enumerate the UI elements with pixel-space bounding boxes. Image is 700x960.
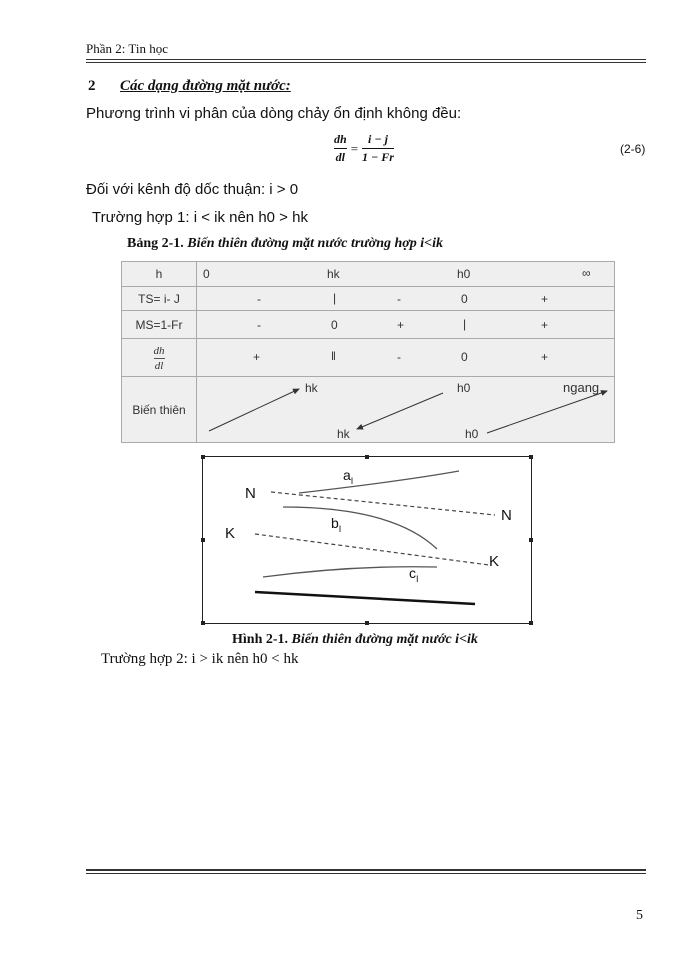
page-number: 5 — [636, 908, 643, 923]
row-label-ms: MS=1-Fr — [122, 311, 197, 339]
equation-label: (2-6) — [620, 142, 646, 156]
dhdl-c1: + — [253, 350, 261, 364]
header-rule — [86, 59, 646, 60]
table-caption — [127, 236, 443, 252]
table-caption-title: Biến thiên đường mặt nước trường hợp i<ik — [187, 236, 444, 251]
footer-rule-2 — [86, 873, 646, 874]
header-rule-2 — [86, 62, 646, 63]
case1-text: Trường hợp 1: i < ik nên h0 > hk — [92, 209, 308, 226]
ms-c1: - — [257, 318, 261, 332]
curve-a1 — [299, 471, 459, 493]
header-label: h — [122, 262, 197, 287]
line-K — [255, 534, 489, 565]
figure-caption-title: Biến thiên đường mặt nước i<ik — [291, 632, 478, 647]
ts-c1: - — [257, 292, 261, 306]
table-row-dhdl — [122, 339, 615, 377]
equation-rhs — [362, 132, 394, 165]
dhdl-den: dl — [154, 360, 164, 372]
curve-b1 — [283, 507, 437, 549]
section-number: 2 — [88, 78, 96, 94]
row-label-variation: Biến thiên — [122, 377, 197, 443]
label-c: $c_I$ — [409, 565, 419, 584]
table-row-variation — [122, 377, 615, 443]
figure-drawing — [203, 457, 531, 623]
equation-rhs-num: i − j — [368, 132, 388, 146]
arrow-rising-2 — [487, 391, 607, 433]
header-h0: h0 — [457, 267, 471, 281]
ts-c2: | — [333, 291, 337, 305]
label-K-right: K — [489, 553, 500, 570]
table-row-ts — [122, 287, 615, 311]
row-label-dhdl — [122, 339, 197, 377]
arrow-rising-1 — [209, 389, 299, 431]
equation — [334, 132, 394, 165]
row-values-ts — [197, 287, 615, 311]
section-title: Các dạng đường mặt nước: — [120, 78, 291, 94]
dhdl-c2: ‖ — [331, 349, 336, 363]
ms-c5: + — [541, 318, 549, 332]
row-values-dhdl — [197, 339, 615, 377]
equation-lhs — [334, 132, 347, 165]
label-K-left: K — [225, 525, 236, 542]
label-N-right: N — [501, 507, 512, 524]
intro-text: Phương trình vi phân của dòng chảy ổn định không đều: — [86, 105, 462, 122]
channel-text: Đối với kênh độ dốc thuận: i > 0 — [86, 181, 299, 198]
water-surface-figure — [202, 456, 532, 624]
dhdl-num: dh — [153, 345, 165, 357]
ms-c4: | — [463, 317, 467, 331]
equation-lhs-den: dl — [335, 150, 346, 164]
var-bot-h0: h0 — [465, 427, 479, 441]
equation-lhs-num: dh — [334, 132, 347, 146]
arrow-falling — [357, 393, 443, 429]
row-values-ms — [197, 311, 615, 339]
table-header-row — [122, 262, 615, 287]
equation-equals: = — [350, 140, 359, 156]
case2-text: Trường hợp 2: i > ik nên h0 < hk — [101, 651, 299, 667]
header-infinity: ∞ — [582, 266, 591, 280]
table-row-ms — [122, 311, 615, 339]
header-zero: 0 — [203, 267, 210, 281]
ts-c4: 0 — [461, 292, 468, 306]
var-bot-hk: hk — [337, 427, 350, 441]
label-b: $b_I$ — [331, 515, 342, 534]
var-top-h0: h0 — [457, 381, 471, 395]
label-a: $a_I$ — [343, 467, 354, 486]
running-header: Phần 2: Tin học — [86, 41, 168, 56]
figure-caption-prefix: Hình 2-1. — [232, 632, 289, 647]
header-values — [197, 262, 615, 287]
header-hk: hk — [327, 267, 340, 281]
variation-table — [121, 261, 615, 443]
ts-c3: - — [397, 292, 401, 306]
var-top-hk: hk — [305, 381, 318, 395]
dhdl-c4: 0 — [461, 350, 468, 364]
channel-bed — [255, 592, 475, 604]
ms-c3: + — [397, 318, 405, 332]
equation-rhs-den: 1 − Fr — [362, 150, 394, 164]
row-label-ts: TS= i- J — [122, 287, 197, 311]
label-N-left: N — [245, 485, 256, 502]
dhdl-c5: + — [541, 350, 549, 364]
table-caption-prefix: Bảng 2-1. — [127, 236, 184, 251]
line-N — [271, 492, 495, 515]
footer-rule — [86, 869, 646, 871]
variation-arrows — [197, 377, 615, 443]
var-top-ngang: ngang — [563, 380, 600, 395]
ts-c5: + — [541, 292, 549, 306]
ms-c2: 0 — [331, 318, 338, 332]
dhdl-c3: - — [397, 350, 401, 364]
figure-caption — [232, 632, 478, 648]
row-values-variation — [197, 377, 615, 443]
